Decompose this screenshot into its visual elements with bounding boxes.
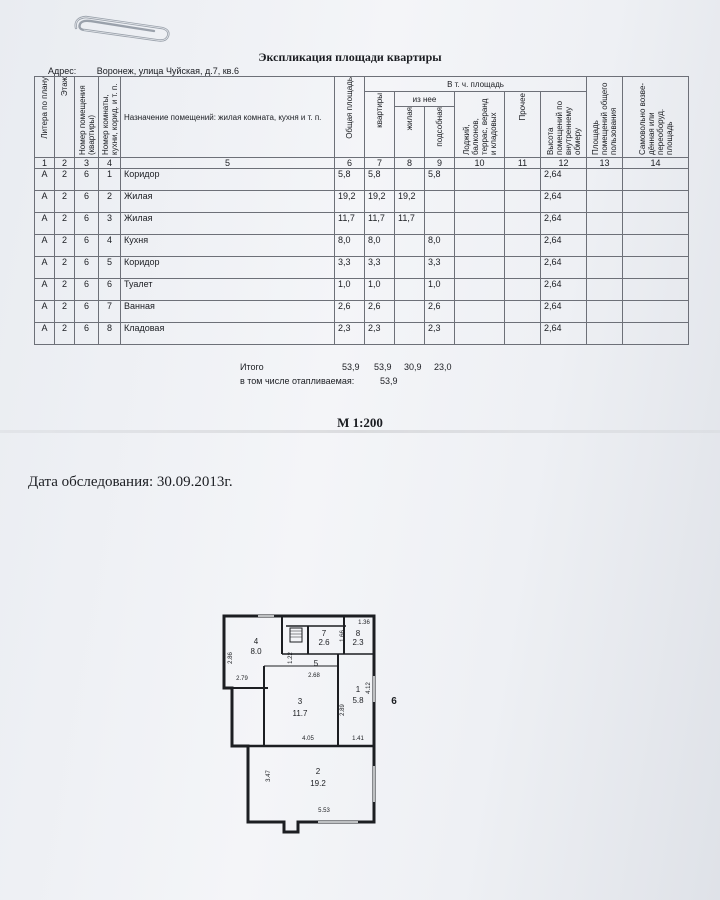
dimension-label: 2.89 [340, 704, 346, 716]
cell-floor: 2 [55, 213, 75, 235]
header-self-built: Самовольно возве-дённая или переоборуд. площадь [637, 82, 674, 155]
header-apartment-area: квартиры [375, 92, 384, 128]
dimension-label: 1.66 [340, 630, 346, 642]
totals-auxiliary-area: 23,0 [434, 362, 452, 372]
cell-floor: 2 [55, 169, 75, 191]
room-number: 4 [253, 637, 259, 646]
cell-total: 19,2 [335, 191, 365, 213]
cell-apt_area: 8,0 [365, 235, 395, 257]
dimension-label: 1.22 [288, 652, 294, 664]
cell-apt_area: 3,3 [365, 257, 395, 279]
column-numbers-row [35, 158, 689, 169]
explication-table [34, 76, 689, 345]
survey-date: Дата обследования: 30.09.2013г. [28, 474, 233, 490]
cell-litera: А [35, 279, 55, 301]
header-auxiliary: подсобная [435, 107, 444, 147]
cell-floor: 2 [55, 257, 75, 279]
cell-empty [587, 235, 623, 257]
cell-empty [505, 235, 541, 257]
cell-litera: А [35, 323, 55, 345]
document-title: Экспликация площади квартиры [258, 50, 442, 64]
cell-room: 1 [99, 169, 121, 191]
cell-room: 6 [99, 279, 121, 301]
cell-apt: 6 [75, 169, 99, 191]
dimension-label: 3.47 [266, 770, 272, 782]
column-number: 14 [623, 158, 689, 169]
paperclip-icon [70, 8, 172, 44]
cell-empty [623, 279, 689, 301]
header-other: Прочее [518, 92, 527, 121]
cell-empty [623, 191, 689, 213]
totals-living-area: 30,9 [404, 362, 422, 372]
apartment-number-label: 6 [391, 696, 397, 707]
cell-apt: 6 [75, 323, 99, 345]
column-number: 11 [505, 158, 541, 169]
cell-name: Жилая [121, 191, 335, 213]
table-row [35, 191, 689, 213]
dimension-label: 5.53 [318, 808, 330, 814]
table-row [35, 257, 689, 279]
table-row [35, 323, 689, 345]
cell-height: 2,64 [541, 191, 587, 213]
cell-height: 2,64 [541, 257, 587, 279]
cell-room: 7 [99, 301, 121, 323]
cell-litera: А [35, 213, 55, 235]
cell-aux: 2,3 [425, 323, 455, 345]
room-number: 7 [321, 629, 327, 638]
cell-apt: 6 [75, 213, 99, 235]
cell-living [395, 257, 425, 279]
cell-empty [505, 191, 541, 213]
cell-litera: А [35, 169, 55, 191]
header-of-which: из нее [395, 92, 455, 107]
cell-total: 1,0 [335, 279, 365, 301]
cell-apt: 6 [75, 257, 99, 279]
cell-room: 4 [99, 235, 121, 257]
cell-name: Жилая [121, 213, 335, 235]
cell-name: Коридор [121, 257, 335, 279]
totals-total-area: 53,9 [342, 362, 360, 372]
header-loggias: Лоджий, балконов, террас, веранд и кладовых [461, 98, 498, 155]
column-number: 8 [395, 158, 425, 169]
cell-apt: 6 [75, 279, 99, 301]
column-number: 9 [425, 158, 455, 169]
column-number: 12 [541, 158, 587, 169]
cell-empty [505, 213, 541, 235]
header-room-number: Номер комнаты, кухни, корид. и т. п. [100, 83, 119, 155]
cell-total: 2,3 [335, 323, 365, 345]
cell-aux: 8,0 [425, 235, 455, 257]
cell-empty [587, 169, 623, 191]
table-row [35, 301, 689, 323]
cell-apt: 6 [75, 235, 99, 257]
cell-name: Коридор [121, 169, 335, 191]
cell-empty [623, 301, 689, 323]
cell-living [395, 279, 425, 301]
column-number: 4 [99, 158, 121, 169]
cell-name: Туалет [121, 279, 335, 301]
cell-empty [587, 279, 623, 301]
cell-living [395, 169, 425, 191]
cell-empty [505, 323, 541, 345]
room-number: 2 [315, 767, 321, 776]
cell-empty [505, 301, 541, 323]
cell-room: 8 [99, 323, 121, 345]
cell-empty [587, 191, 623, 213]
header-living: жилая [405, 107, 414, 131]
room-area: 11.7 [292, 709, 308, 718]
cell-room: 2 [99, 191, 121, 213]
cell-name: Кладовая [121, 323, 335, 345]
address-line [48, 66, 239, 76]
cell-empty [455, 323, 505, 345]
column-number: 13 [587, 158, 623, 169]
room-area: 8.0 [250, 647, 262, 656]
cell-height: 2,64 [541, 301, 587, 323]
cell-total: 5,8 [335, 169, 365, 191]
cell-living [395, 235, 425, 257]
header-height: Высота помещений по внутреннему обмеру [545, 100, 582, 155]
cell-aux: 5,8 [425, 169, 455, 191]
column-number: 3 [75, 158, 99, 169]
cell-aux: 2,6 [425, 301, 455, 323]
table-body [35, 169, 689, 345]
cell-empty [623, 213, 689, 235]
header-total-area: Общая площадь [345, 77, 354, 139]
header-common-use: Площадь помещений общего пользования [591, 82, 619, 155]
room-number: 3 [297, 697, 303, 706]
address-label: Адрес: [48, 66, 77, 76]
cell-aux: 1,0 [425, 279, 455, 301]
toilet-fixture [290, 628, 302, 642]
cell-apt_area: 5,8 [365, 169, 395, 191]
cell-room: 5 [99, 257, 121, 279]
cell-living: 19,2 [395, 191, 425, 213]
cell-apt_area: 1,0 [365, 279, 395, 301]
cell-litera: А [35, 301, 55, 323]
cell-empty [455, 257, 505, 279]
cell-litera: А [35, 257, 55, 279]
cell-empty [455, 235, 505, 257]
cell-room: 3 [99, 213, 121, 235]
cell-total: 11,7 [335, 213, 365, 235]
heated-label: в том числе отапливаемая: [240, 376, 355, 386]
dimension-label: 4.05 [302, 736, 314, 742]
address-value: Воронеж, улица Чуйская, д.7, кв.6 [96, 66, 239, 76]
cell-name: Кухня [121, 235, 335, 257]
header-floor: Этаж [60, 77, 69, 97]
table-row [35, 169, 689, 191]
cell-empty [623, 257, 689, 279]
cell-apt_area: 11,7 [365, 213, 395, 235]
dimension-label: 2.86 [228, 652, 234, 664]
column-number: 2 [55, 158, 75, 169]
dimension-label: 4.12 [366, 682, 372, 694]
cell-empty [623, 169, 689, 191]
scale-label: М 1:200 [337, 415, 383, 430]
room-number: 1 [355, 685, 361, 694]
header-including-area: В т. ч. площадь [365, 77, 587, 92]
column-number: 1 [35, 158, 55, 169]
heated-area: 53,9 [380, 376, 398, 386]
dimension-label: 2.68 [308, 673, 320, 679]
cell-aux: 3,3 [425, 257, 455, 279]
dimension-label: 2.79 [236, 676, 248, 682]
column-number: 5 [121, 158, 335, 169]
cell-empty [455, 169, 505, 191]
cell-height: 2,64 [541, 323, 587, 345]
room-area: 5.8 [352, 696, 364, 705]
cell-apt: 6 [75, 191, 99, 213]
cell-empty [455, 301, 505, 323]
cell-apt: 6 [75, 301, 99, 323]
cell-litera: А [35, 235, 55, 257]
cell-empty [455, 191, 505, 213]
cell-empty [587, 213, 623, 235]
cell-height: 2,64 [541, 213, 587, 235]
table-row [35, 235, 689, 257]
cell-living [395, 323, 425, 345]
cell-living: 11,7 [395, 213, 425, 235]
room-number: 8 [355, 629, 361, 638]
totals-label: Итого [240, 362, 264, 372]
cell-empty [587, 301, 623, 323]
cell-apt_area: 19,2 [365, 191, 395, 213]
room-number: 5 [313, 659, 319, 668]
cell-empty [587, 257, 623, 279]
cell-floor: 2 [55, 279, 75, 301]
cell-floor: 2 [55, 191, 75, 213]
cell-total: 8,0 [335, 235, 365, 257]
header-apartment-number: Номер помещения (квартиры) [77, 85, 96, 155]
dimension-label: 1.41 [352, 736, 364, 742]
cell-floor: 2 [55, 301, 75, 323]
totals-apartment-area: 53,9 [374, 362, 392, 372]
room-area: 19.2 [310, 779, 326, 788]
outer-wall [224, 616, 374, 832]
cell-height: 2,64 [541, 279, 587, 301]
cell-height: 2,64 [541, 235, 587, 257]
column-number: 6 [335, 158, 365, 169]
cell-empty [587, 323, 623, 345]
header-litera: Литера по плану [40, 77, 49, 139]
cell-empty [623, 235, 689, 257]
cell-living [395, 301, 425, 323]
room-area: 2.6 [318, 638, 330, 647]
cell-litera: А [35, 191, 55, 213]
cell-total: 2,6 [335, 301, 365, 323]
table-row [35, 213, 689, 235]
cell-apt_area: 2,6 [365, 301, 395, 323]
cell-total: 3,3 [335, 257, 365, 279]
cell-name: Ванная [121, 301, 335, 323]
cell-height: 2,64 [541, 169, 587, 191]
cell-empty [455, 279, 505, 301]
cell-aux [425, 191, 455, 213]
cell-aux [425, 213, 455, 235]
table-row [35, 279, 689, 301]
cell-floor: 2 [55, 235, 75, 257]
cell-apt_area: 2,3 [365, 323, 395, 345]
cell-empty [505, 257, 541, 279]
room-area: 2.3 [352, 638, 364, 647]
cell-empty [505, 279, 541, 301]
cell-empty [623, 323, 689, 345]
cell-empty [455, 213, 505, 235]
dimension-label: 1.36 [358, 620, 370, 626]
floor-plan [218, 606, 418, 846]
column-number: 7 [365, 158, 395, 169]
header-purpose: Назначение помещений: жилая комната, кухня и т. п. [121, 77, 335, 158]
column-number: 10 [455, 158, 505, 169]
cell-floor: 2 [55, 323, 75, 345]
cell-empty [505, 169, 541, 191]
